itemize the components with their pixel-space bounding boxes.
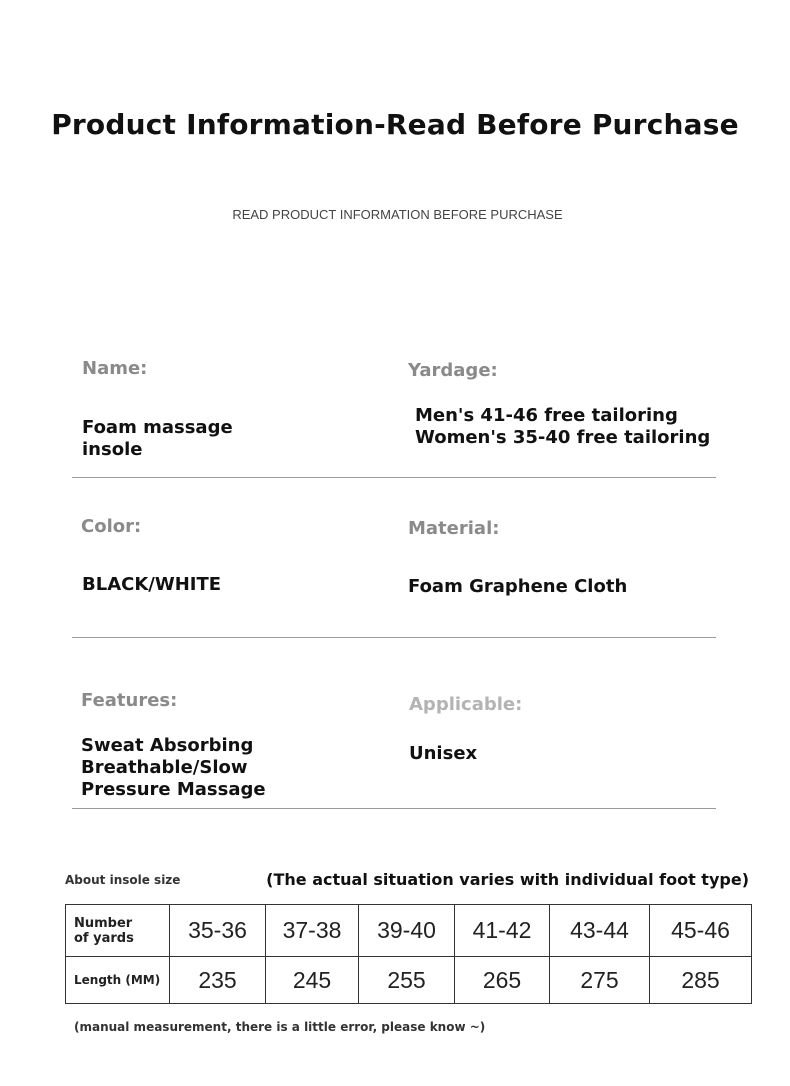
- length-cell: 285: [650, 957, 752, 1004]
- yards-header-line: Number: [74, 915, 133, 931]
- length-header-cell: Length (MM): [66, 957, 170, 1004]
- features-value-line: Sweat Absorbing: [81, 735, 254, 756]
- yard-cell: 37-38: [266, 905, 359, 957]
- yards-header-line: of yards: [74, 930, 134, 946]
- yardage-value: [415, 405, 710, 449]
- yard-cell: 43-44: [550, 905, 650, 957]
- page-subtitle: READ PRODUCT INFORMATION BEFORE PURCHASE: [232, 207, 563, 222]
- length-cell: 265: [455, 957, 550, 1004]
- size-table-caption: About insole size: [65, 873, 181, 887]
- length-cell: 255: [359, 957, 455, 1004]
- table-row: [66, 905, 752, 957]
- material-value: [408, 576, 627, 598]
- length-cell: 245: [266, 957, 359, 1004]
- length-cell: 275: [550, 957, 650, 1004]
- color-value: [82, 574, 221, 596]
- features-value-line: Pressure Massage: [81, 779, 266, 800]
- yards-header-cell: [66, 905, 170, 957]
- features-label: Features:: [81, 690, 178, 711]
- divider: [72, 477, 716, 478]
- name-value-line: Foam massage: [82, 417, 233, 438]
- yardage-value-line: Men's 41-46 free tailoring: [415, 405, 678, 426]
- table-row: [66, 957, 752, 1004]
- material-value-line: Foam Graphene Cloth: [408, 576, 628, 597]
- yard-cell: 35-36: [170, 905, 266, 957]
- measurement-footnote: (manual measurement, there is a little error, please know ~): [74, 1020, 486, 1034]
- features-value-line: Breathable/Slow: [81, 757, 248, 778]
- divider: [72, 808, 716, 809]
- name-value-line: insole: [82, 439, 143, 460]
- applicable-value: [409, 743, 477, 765]
- yard-cell: 45-46: [650, 905, 752, 957]
- material-label: Material:: [408, 518, 500, 539]
- size-table-note: (The actual situation varies with individual foot type): [266, 870, 749, 889]
- features-value: [81, 735, 266, 801]
- name-label: Name:: [82, 358, 148, 379]
- divider: [72, 637, 716, 638]
- applicable-label: Applicable:: [409, 694, 523, 715]
- yardage-label: Yardage:: [408, 360, 498, 381]
- length-cell: 235: [170, 957, 266, 1004]
- applicable-value-line: Unisex: [409, 743, 478, 764]
- size-table: [65, 904, 752, 1004]
- page-title: Product Information-Read Before Purchase: [51, 108, 739, 141]
- yardage-value-line: Women's 35-40 free tailoring: [415, 427, 711, 448]
- yard-cell: 41-42: [455, 905, 550, 957]
- color-value-line: BLACK/WHITE: [82, 574, 222, 595]
- yard-cell: 39-40: [359, 905, 455, 957]
- color-label: Color:: [81, 516, 142, 537]
- name-value: [82, 417, 233, 461]
